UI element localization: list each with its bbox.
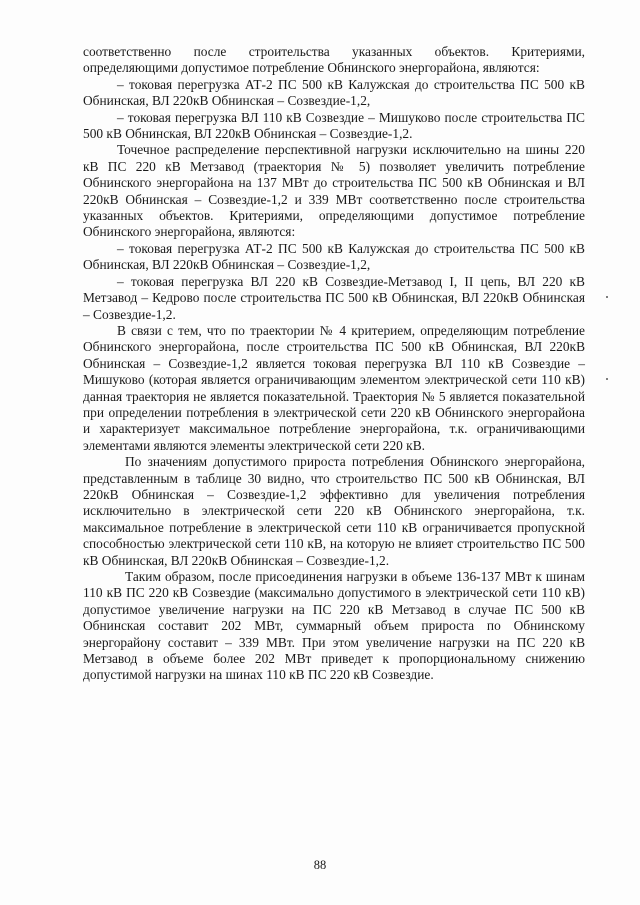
paragraph-1: соответственно после строительства указанных объектов. Критериями, определяющими допустимое потребление Обнинского энергорайона, являются:: [83, 44, 585, 76]
scan-speck: [606, 296, 608, 298]
paragraph-9: Таким образом, после присоединения нагрузки в объеме 136-137 МВт к шинам 110 кВ ПС 220 кВ Созвездие (максимально допустимого в электрической сети 110 кВ) допустимое увеличение нагрузки на ПС 220 кВ Метзавод в случае ПС 500 кВ Обнинская составит 202 МВт, суммарный объем прироста по Обнинскому энергорайону составит – 339 МВт. При этом увеличение нагрузки на ПС 220 кВ Метзавод в объеме более 202 МВт приведет к пропорциональному снижению допустимой нагрузки на шинах 110 кВ ПС 220 кВ Созвездие.: [83, 569, 585, 683]
document-body: [83, 44, 585, 684]
paragraph-3: – токовая перегрузка ВЛ 110 кВ Созвездие – Мишуково после строительства ПС 500 кВ Обнинская, ВЛ 220кВ Обнинская – Созвездие-1,2.: [83, 109, 585, 142]
paragraph-4: Точечное распределение перспективной нагрузки исключительно на шины 220 кВ ПС 220 кВ Метзавод (траектория № 5) позволяет увеличить потребление Обнинского энергорайона на 137 МВт до строительства ПС 500 кВ Обнинская и ВЛ 220кВ Обнинская – Созвездие-1,2 и 339 МВт соответственно после строительства указанных объектов. Критериями, определяющими допустимое потребление Обнинского энергорайона, являются:: [83, 142, 585, 240]
paragraph-2: – токовая перегрузка АТ-2 ПС 500 кВ Калужская до строительства ПС 500 кВ Обнинская, ВЛ 220кВ Обнинская – Созвездие-1,2,: [83, 76, 585, 109]
scan-speck: [606, 378, 608, 380]
paragraph-7: В связи с тем, что по траектории № 4 критерием, определяющим потребление Обнинского энергорайона, после строительства ПС 500 кВ Обнинская, ВЛ 220кВ Обнинская – Созвездие-1,2 является токовая перегрузка ВЛ 110 кВ Созвездие – Мишуково (которая является ограничивающим элементом электрической сети 110 кВ) данная траектория не является показательной. Траектория № 5 является показательной при определении потребления в электрической сети 220 кВ Обнинского энергорайона и характеризует максимальное потребление энергорайона, т.к. ограничивающими элементами являются элементы электрической сети 220 кВ.: [83, 322, 585, 453]
page-number: 88: [313, 858, 327, 872]
paragraph-5: – токовая перегрузка АТ-2 ПС 500 кВ Калужская до строительства ПС 500 кВ Обнинская, ВЛ 220кВ Обнинская – Созвездие-1,2,: [83, 240, 585, 273]
paragraph-6: – токовая перегрузка ВЛ 220 кВ Созвездие-Метзавод I, II цепь, ВЛ 220 кВ Метзавод – Кедрово после строительства ПС 500 кВ Обнинская, ВЛ 220кВ Обнинская – Созвездие-1,2.: [83, 273, 585, 322]
paragraph-8: По значениям допустимого прироста потребления Обнинского энергорайона, представленным в таблице 30 видно, что строительство ПС 500 кВ Обнинская, ВЛ 220кВ Обнинская – Созвездие-1,2 эффективно для увеличения потребления исключительно в электрической сети 220 кВ Обнинского энергорайона, т.к. максимальное потребление в электрической сети 110 кВ ограничивается пропускной способностью электрической сети 110 кВ, на которую не влияет строительство ПС 500 кВ Обнинская, ВЛ 220кВ Обнинская – Созвездие-1,2.: [83, 454, 585, 568]
